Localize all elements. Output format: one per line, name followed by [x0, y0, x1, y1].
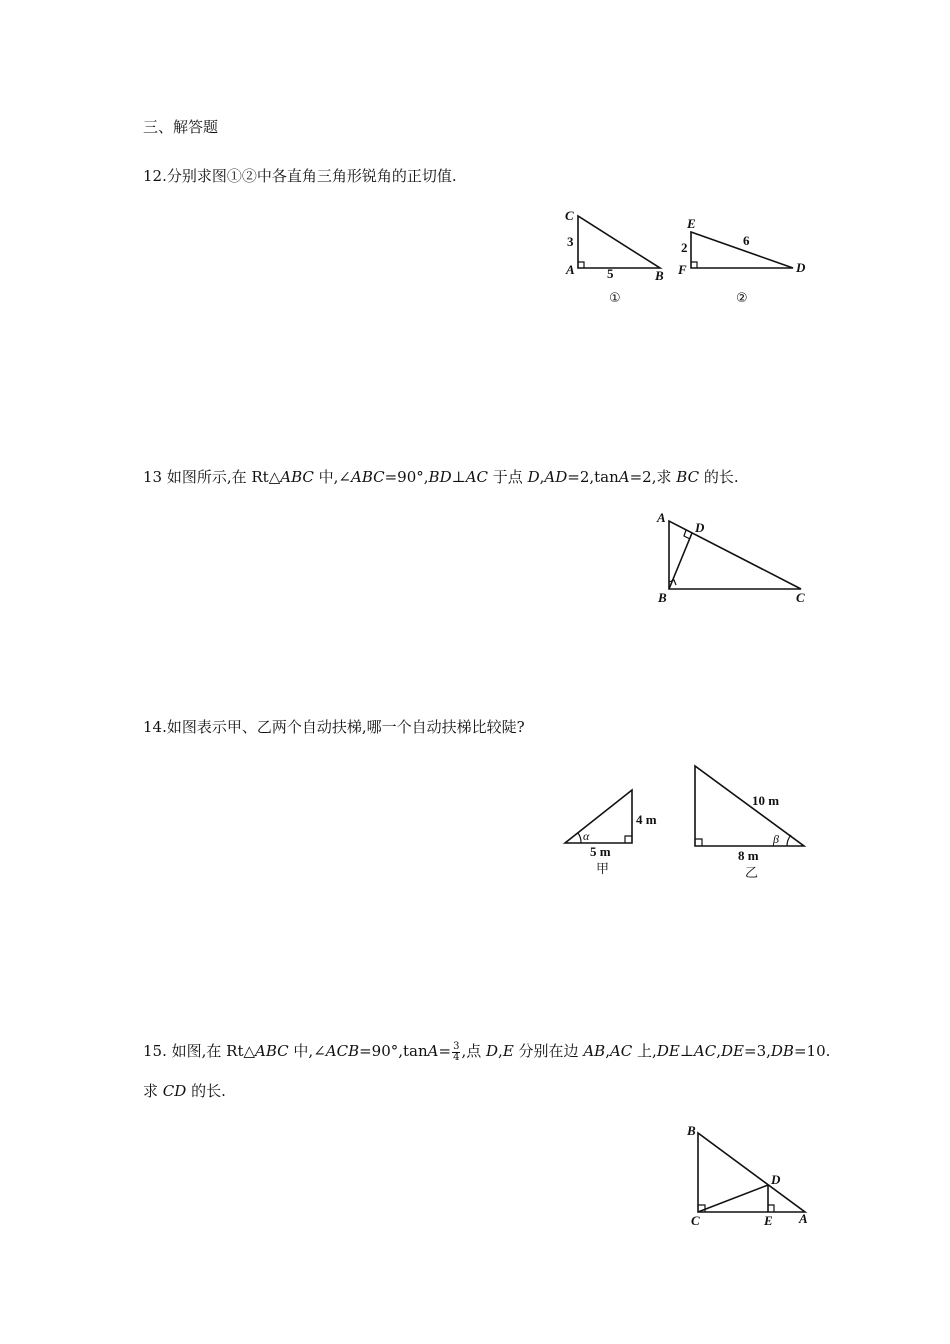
- label-hyp-10m: 10 m: [752, 793, 780, 808]
- label-beta: β: [773, 832, 779, 846]
- label-b: B: [655, 268, 664, 283]
- label-height-4m: 4 m: [636, 812, 657, 827]
- section-title: 三、解答题: [143, 118, 219, 136]
- caption-jia: 甲: [596, 862, 610, 877]
- right-angle-mark-e: [768, 1205, 774, 1212]
- label-f: F: [678, 262, 687, 277]
- label-d: D: [796, 260, 806, 275]
- label-base-8m: 8 m: [738, 848, 759, 863]
- label-d: D: [695, 520, 705, 535]
- label-base-5m: 5 m: [590, 844, 611, 859]
- caption-fig-2: ②: [736, 291, 748, 306]
- fraction-tan-a: $\frac{3}{4}$: [453, 1040, 460, 1063]
- label-d: D: [771, 1172, 781, 1187]
- label-side-ef: 2: [681, 240, 688, 255]
- label-a: A: [657, 510, 666, 525]
- question-12-text: 12.分别求图①②中各直角三角形锐角的正切值.: [143, 167, 457, 185]
- question-15-line-2: 求 CD 的长.: [143, 1082, 226, 1100]
- label-b: B: [687, 1123, 696, 1138]
- label-a: A: [799, 1211, 808, 1226]
- question-14-text: 14.如图表示甲、乙两个自动扶梯,哪一个自动扶梯比较陡?: [143, 718, 525, 736]
- label-c: C: [691, 1213, 700, 1228]
- label-e: E: [764, 1213, 773, 1228]
- label-side-ca: 3: [567, 234, 574, 249]
- label-side-ab: 5: [607, 266, 614, 281]
- segment-cd: [698, 1185, 768, 1212]
- question-15-line-1: 15. 如图,在 Rt△ABC 中,∠ACB=90°,tanA= $\frac{3}{4}$ ,点 D,E 分别在边 AB,AC 上,DE⊥AC,DE=3,DB=10.: [143, 1040, 831, 1063]
- caption-yi: 乙: [745, 866, 759, 881]
- label-alpha: α: [583, 829, 590, 843]
- label-side-ed: 6: [743, 233, 750, 248]
- label-c: C: [565, 208, 574, 223]
- question-13-text: 13 如图所示,在 Rt△ABC 中,∠ABC=90°,BD⊥AC 于点 D,AD=2,tanA=2,求 BC 的长.: [143, 468, 739, 486]
- label-c: C: [796, 590, 805, 605]
- label-b: B: [658, 590, 667, 605]
- label-e: E: [687, 216, 696, 231]
- caption-fig-1: ①: [609, 291, 621, 306]
- triangle-abc: [698, 1133, 805, 1212]
- label-a: A: [566, 262, 575, 277]
